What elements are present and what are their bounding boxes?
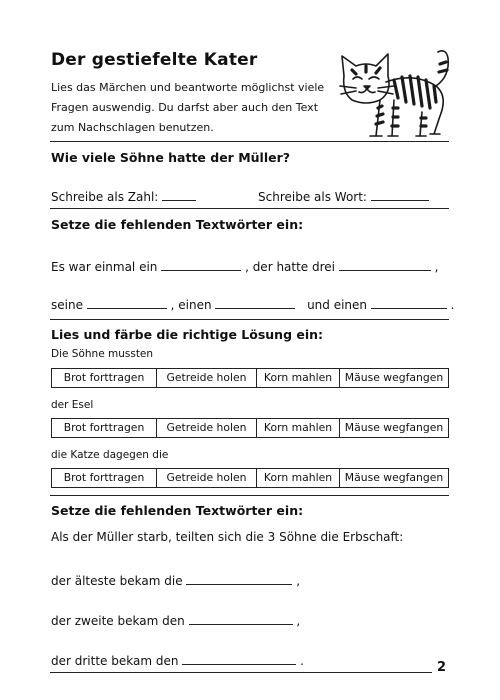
word-answer-row — [258, 188, 429, 204]
fill-text: der dritte bekam den — [51, 654, 179, 668]
option-brot-forttragen[interactable]: Brot forttragen — [51, 368, 157, 388]
question-heading-3: Lies und färbe die richtige Lösung ein: — [51, 327, 324, 342]
fill-blank[interactable] — [182, 652, 296, 665]
option-getreide-holen[interactable]: Getreide holen — [156, 368, 257, 388]
option-brot-forttragen[interactable]: Brot forttragen — [51, 468, 157, 488]
option-getreide-holen[interactable]: Getreide holen — [156, 418, 257, 438]
number-answer-label: Schreibe als Zahl: — [51, 190, 159, 204]
fill-line-1 — [51, 258, 439, 274]
option-row-3 — [51, 468, 449, 488]
divider — [50, 319, 449, 320]
question-heading-2: Setze die fehlenden Textwörter ein: — [51, 217, 304, 232]
fill-text: Es war einmal ein — [51, 260, 158, 274]
fill-text: der älteste bekam die — [51, 574, 183, 588]
option-korn-mahlen[interactable]: Korn mahlen — [256, 418, 340, 438]
fill-text: , der hatte drei — [245, 260, 336, 274]
divider — [50, 495, 449, 496]
option-group-label: Die Söhne mussten — [51, 348, 154, 360]
fill-blank[interactable] — [186, 572, 292, 585]
number-answer-row — [51, 188, 196, 204]
fill-blank[interactable] — [215, 296, 295, 309]
question-heading-1: Wie viele Söhne hatte der Müller? — [51, 150, 291, 165]
fill-text: und einen — [307, 298, 368, 312]
fill-text: , — [296, 574, 301, 588]
fill-line-2 — [51, 296, 455, 312]
option-maeuse-wegfangen[interactable]: Mäuse wegfangen — [339, 418, 449, 438]
option-group-label: die Katze dagegen die — [51, 449, 169, 461]
fill-text: seine — [51, 298, 83, 312]
page-number: 2 — [437, 660, 447, 675]
option-getreide-holen[interactable]: Getreide holen — [156, 468, 257, 488]
fill-text: , einen — [170, 298, 212, 312]
fill-blank[interactable] — [189, 612, 293, 625]
option-maeuse-wegfangen[interactable]: Mäuse wegfangen — [339, 368, 449, 388]
cat-illustration — [336, 42, 454, 142]
number-answer-blank[interactable] — [162, 188, 196, 201]
fill-blank[interactable] — [87, 296, 167, 309]
intro-line-1: Lies das Märchen und beantworte möglichst viele — [51, 81, 325, 94]
word-answer-label: Schreibe als Wort: — [258, 190, 367, 204]
fill-line-inheritance-1 — [51, 572, 300, 588]
fill-blank[interactable] — [371, 296, 447, 309]
page-title: Der gestiefelte Kater — [51, 50, 258, 70]
fill-line-inheritance-2 — [51, 612, 300, 628]
fill-text: . — [450, 298, 455, 312]
divider — [50, 208, 449, 209]
option-row-1 — [51, 368, 449, 388]
word-answer-blank[interactable] — [371, 188, 429, 201]
option-korn-mahlen[interactable]: Korn mahlen — [256, 368, 340, 388]
option-maeuse-wegfangen[interactable]: Mäuse wegfangen — [339, 468, 449, 488]
fill-text: . — [300, 654, 304, 668]
fill-text: , — [434, 260, 439, 274]
fill-line-inheritance-3 — [51, 652, 304, 668]
question-heading-4: Setze die fehlenden Textwörter ein: — [51, 503, 304, 518]
fill-text: , — [296, 614, 301, 628]
instruction-sentence: Als der Müller starb, teilten sich die 3 Söhne die Erbschaft: — [51, 530, 404, 544]
intro-line-2: Fragen auswendig. Du darfst aber auch den Text — [51, 101, 319, 114]
option-brot-forttragen[interactable]: Brot forttragen — [51, 418, 157, 438]
fill-blank[interactable] — [339, 258, 431, 271]
intro-line-3: zum Nachschlagen benutzen. — [51, 121, 214, 134]
option-korn-mahlen[interactable]: Korn mahlen — [256, 468, 340, 488]
fill-text: der zweite bekam den — [51, 614, 185, 628]
footer-divider — [50, 672, 432, 673]
option-row-2 — [51, 418, 449, 438]
divider — [50, 141, 449, 142]
fill-blank[interactable] — [161, 258, 241, 271]
option-group-label: der Esel — [51, 399, 94, 411]
